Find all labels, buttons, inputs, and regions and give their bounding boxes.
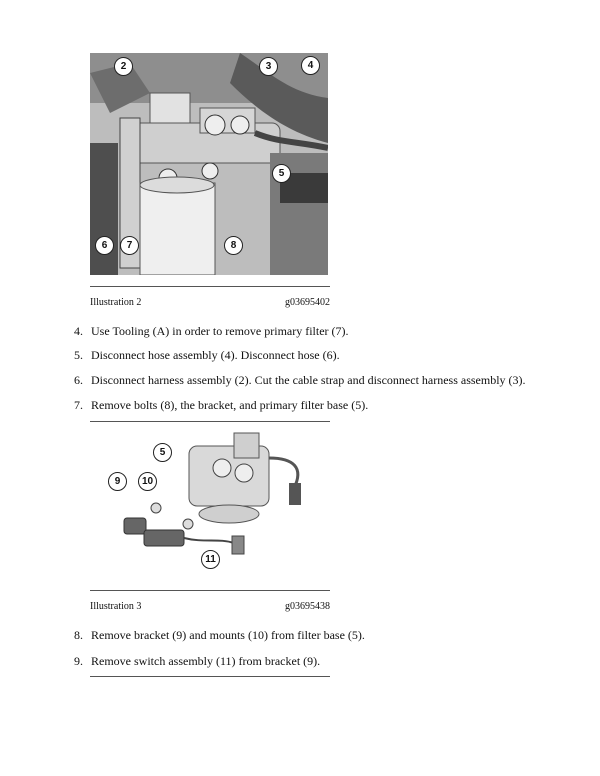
step-text: Remove switch assembly (11) from bracket (9).: [91, 654, 321, 668]
step-number: 4.: [74, 324, 83, 338]
bottom-rule: [90, 676, 330, 677]
step-6: [74, 373, 526, 388]
figure1-rule: [90, 286, 330, 287]
callout-8: 8: [224, 236, 243, 255]
step-number: 9.: [74, 654, 83, 668]
step-number: 5.: [74, 348, 83, 362]
step-7: [74, 398, 368, 413]
figure2-top-rule: [90, 421, 330, 422]
figure2-caption-label: Illustration 3: [90, 601, 142, 612]
callout-4: 4: [301, 56, 320, 75]
step-text: Disconnect harness assembly (2). Cut the cable strap and disconnect harness assembly (3).: [91, 373, 526, 387]
step-number: 7.: [74, 398, 83, 412]
callout-3: 3: [259, 57, 278, 76]
illustration-2-photo: [90, 53, 328, 275]
callout-5: 5: [153, 443, 172, 462]
figure1-caption-id: g03695402: [285, 297, 330, 308]
callout-11: 11: [201, 550, 220, 569]
figure1-caption-label: Illustration 2: [90, 297, 142, 308]
figure2-caption-id: g03695438: [285, 601, 330, 612]
illustration-3-drawing: [104, 428, 314, 578]
step-number: 6.: [74, 373, 83, 387]
callout-9: 9: [108, 472, 127, 491]
step-4: [74, 324, 349, 339]
callout-7: 7: [120, 236, 139, 255]
step-text: Use Tooling (A) in order to remove primary filter (7).: [91, 324, 349, 338]
callout-6: 6: [95, 236, 114, 255]
callout-10: 10: [138, 472, 157, 491]
step-5: [74, 348, 340, 363]
step-number: 8.: [74, 628, 83, 642]
callout-5: 5: [272, 164, 291, 183]
figure2-rule: [90, 590, 330, 591]
step-text: Disconnect hose assembly (4). Disconnect hose (6).: [91, 348, 340, 362]
callout-2: 2: [114, 57, 133, 76]
step-9: [74, 654, 320, 669]
step-text: Remove bracket (9) and mounts (10) from filter base (5).: [91, 628, 365, 642]
step-text: Remove bolts (8), the bracket, and primary filter base (5).: [91, 398, 369, 412]
step-8: [74, 628, 365, 643]
